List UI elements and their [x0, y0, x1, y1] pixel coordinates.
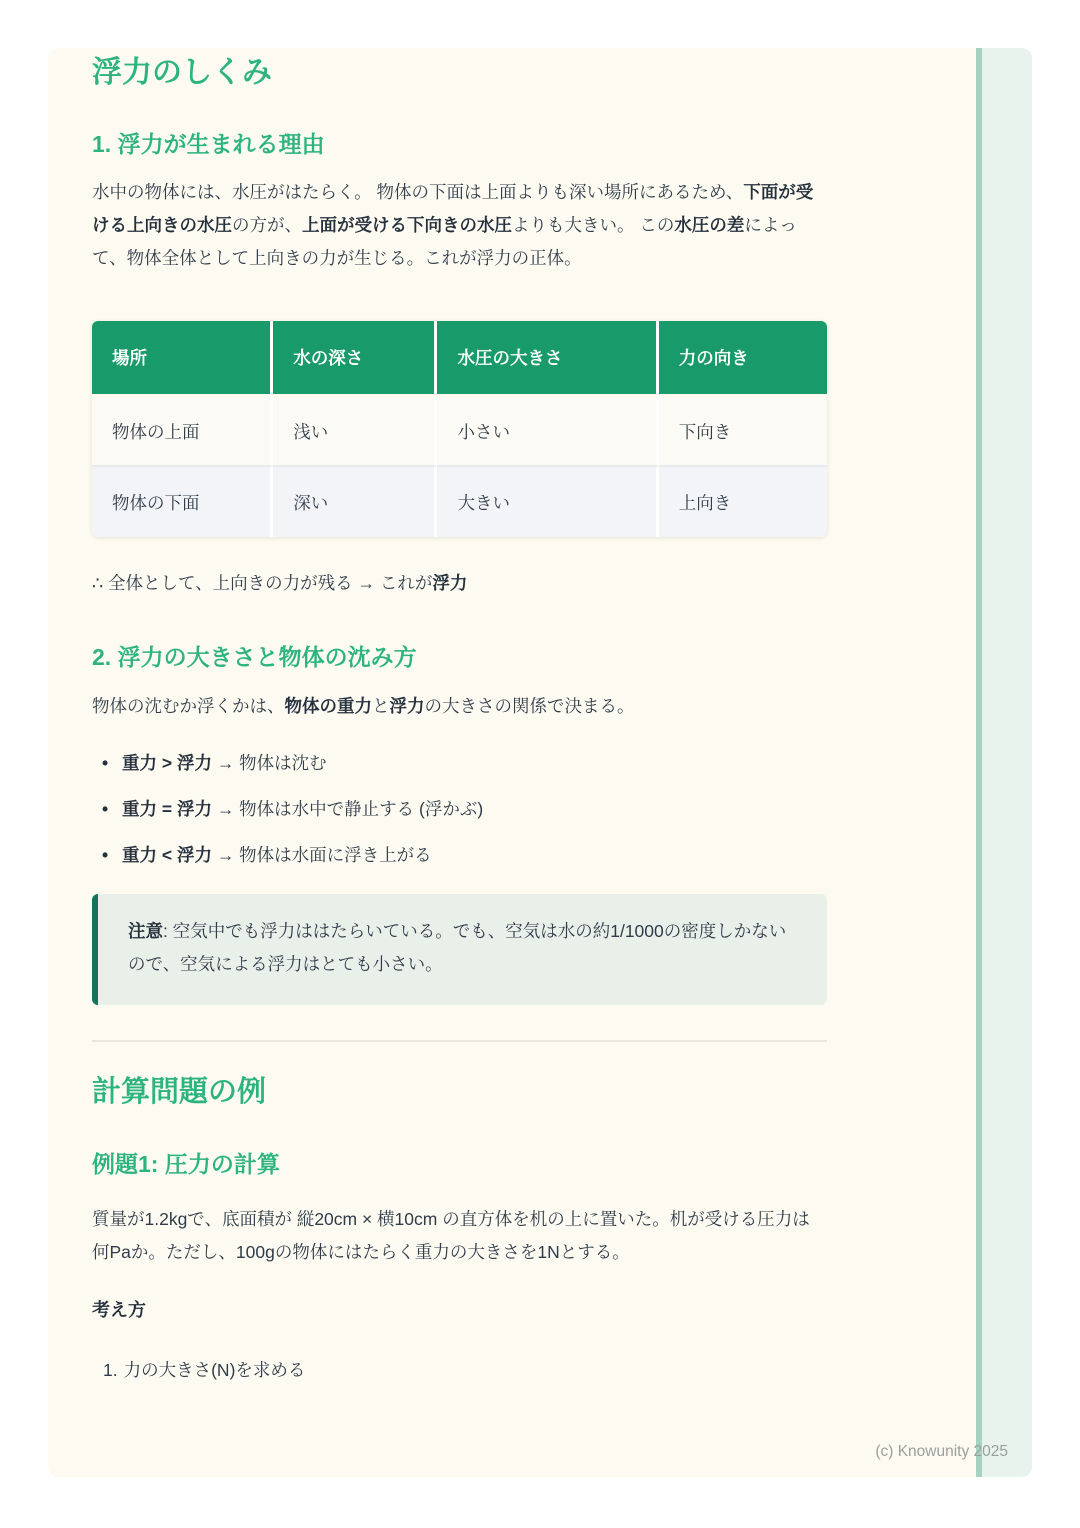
table-header-cell: 力の向き [659, 321, 827, 397]
table-header-cell: 水の深さ [273, 321, 437, 397]
section-divider [92, 1040, 827, 1042]
table-cell: 物体の上面 [92, 397, 273, 467]
section2-intro: 物体の沈むか浮くかは、物体の重力と浮力の大きさの関係で決まる。 [92, 695, 635, 716]
list-item: • 重力 = 浮力 → 物体は水中で静止する (浮かぶ) [92, 793, 827, 826]
list-item: • 重力 > 浮力 → 物体は沈む [92, 747, 827, 780]
water-pressure-table [92, 321, 827, 537]
section1-conclusion: ∴ 全体として、上向きの力が残る → これが浮力 [92, 573, 468, 594]
page-edge-strip [976, 48, 1032, 1477]
method-label: 考え方 [92, 1299, 146, 1320]
step-number: 1. [103, 1359, 118, 1380]
list-item: • 重力 < 浮力 → 物体は水面に浮き上がる [92, 839, 827, 872]
example1-problem: 質量が1.2kgで、底面積が 縦20cm × 横10cm の直方体を机の上に置いた。机が受ける圧力は何Paか。ただし、100gの物体にはたらく重力の大きさを1Nとする。 [92, 1208, 810, 1262]
table-row [92, 397, 827, 467]
table-header-row [92, 321, 827, 397]
table-cell: 上向き [659, 467, 827, 537]
solution-steps-list [92, 1354, 827, 1387]
table-row [92, 467, 827, 537]
document-page [48, 48, 1032, 1477]
table-header-cell: 場所 [92, 321, 273, 397]
table-cell: 深い [273, 467, 437, 537]
table-cell: 浅い [273, 397, 437, 467]
section2-heading: 2. 浮力の大きさと物体の沈み方 [92, 644, 417, 671]
note-box [92, 894, 827, 1005]
document-content [92, 48, 827, 1387]
buoyancy-rules-list [92, 747, 827, 872]
table-cell: 下向き [659, 397, 827, 467]
copyright: (c) Knowunity 2025 [875, 1443, 1008, 1460]
list-item [92, 1354, 827, 1387]
table-header-cell: 水圧の大きさ [437, 321, 658, 397]
section1-paragraph: 水中の物体には、水圧がはたらく。 物体の下面は上面よりも深い場所にあるため、下面が受ける上向きの水圧の方が、上面が受ける下向きの水圧よりも大きい。 この水圧の差によって、物体全体として上向きの力が生じる。これが浮力の正体。 [92, 182, 814, 269]
table-cell: 小さい [437, 397, 658, 467]
section3-heading: 計算問題の例 [92, 1075, 267, 1108]
table-cell: 物体の下面 [92, 467, 273, 537]
table-cell: 大きい [437, 467, 658, 537]
note-text: 注意: 空気中でも浮力ははたらいている。でも、空気は水の約1/1000の密度しかないので、空気による浮力はとても小さい。 [128, 920, 787, 974]
example1-heading: 例題1: 圧力の計算 [92, 1151, 280, 1178]
step-text: 力の大きさ(N)を求める [123, 1359, 306, 1380]
section1-heading: 1. 浮力が生まれる理由 [92, 130, 325, 157]
page-title: 浮力のしくみ [92, 56, 272, 89]
